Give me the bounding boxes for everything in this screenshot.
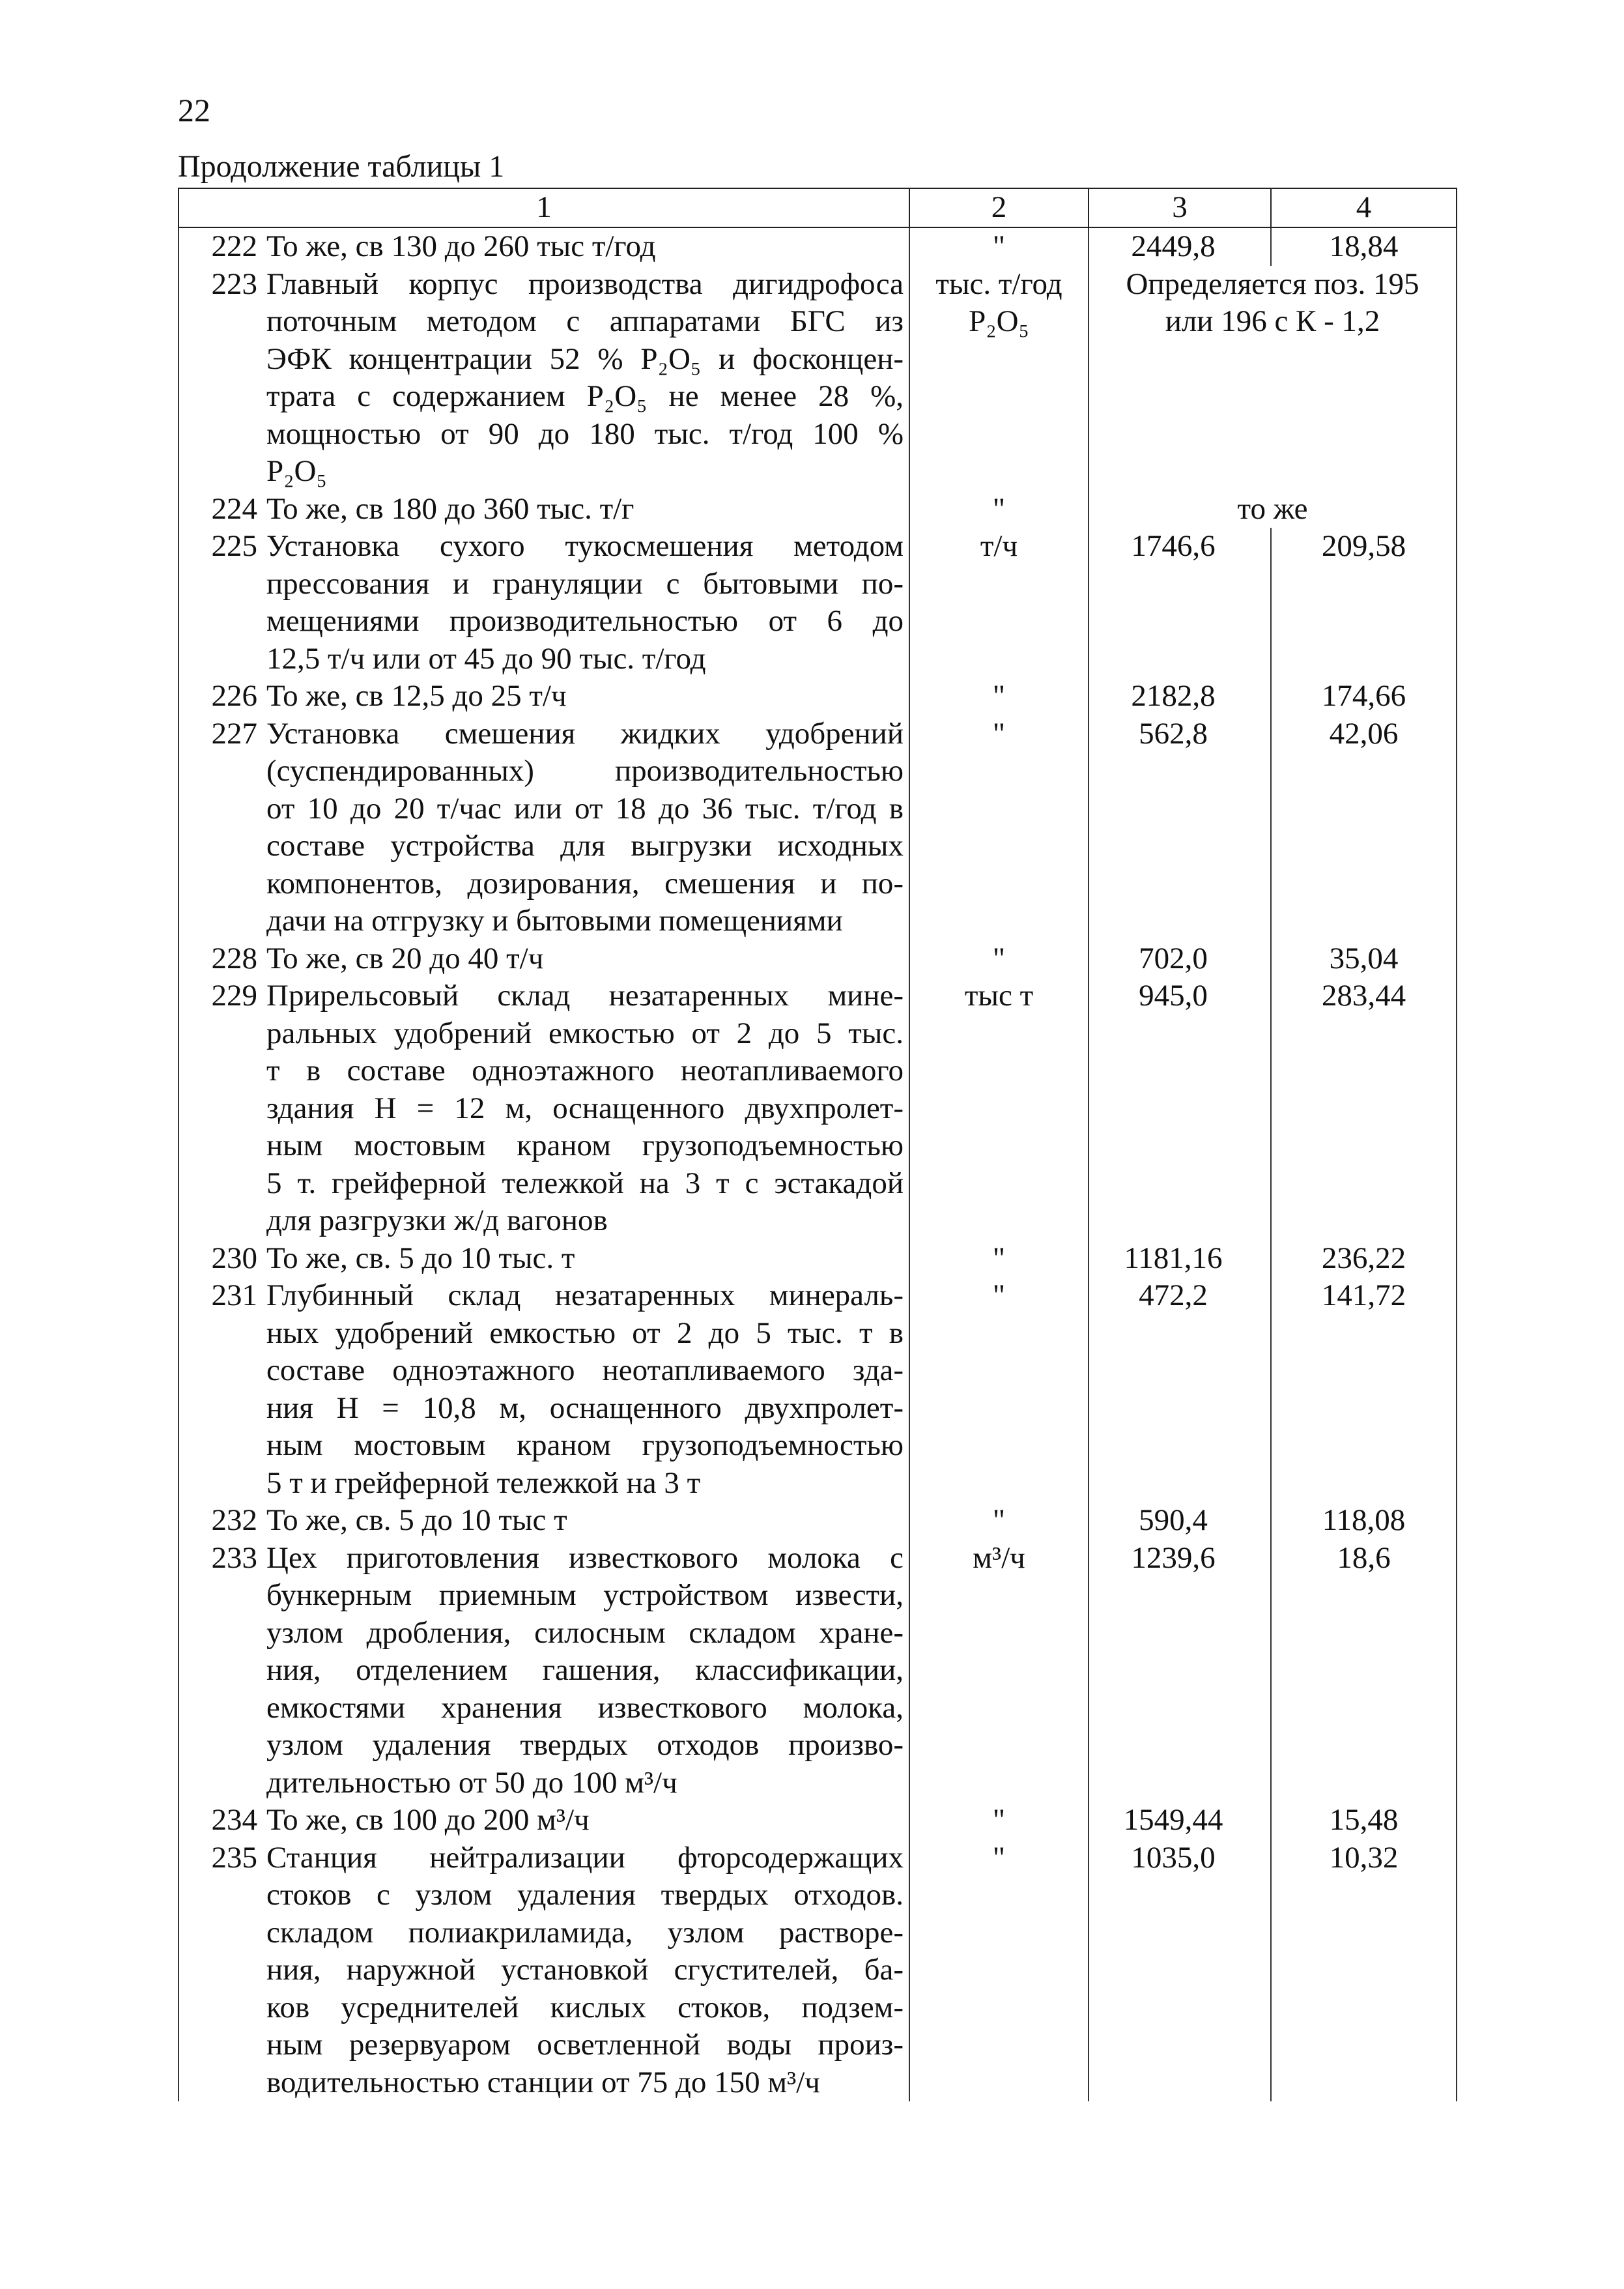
description-line: ным мостовым краном грузоподъемностью [266,1129,904,1162]
unit-line: " [992,491,1006,526]
description-line: ным резервуаром осветленной воды произ- [266,2028,904,2062]
unit-line: " [992,229,1006,263]
table-row [178,528,1457,678]
cell-col3: 590,4 [1089,1502,1271,1540]
description-line: составе устройства для выгрузки исходных [266,829,904,863]
row-number: 226 [211,679,257,713]
description-line: ным мостовым краном грузоподъемностью [266,1428,904,1462]
table-row [178,491,1457,528]
description-line: ральных удобрений емкостью от 2 до 5 тыс. [266,1016,904,1050]
description-line: P₂O₅ [266,454,327,488]
cell-col3: 945,0 [1089,977,1271,1240]
cell-col4: 42,06 [1271,715,1457,940]
header-row [178,188,1457,227]
description-line: То же, св 130 до 260 тыс т/год [266,229,656,263]
row-number: 230 [211,1241,257,1275]
cell-description [178,678,909,715]
cell-unit [909,1540,1089,1802]
cell-description [178,266,909,491]
page-number: 22 [178,92,210,128]
row-number: 235 [211,1840,257,1875]
cell-description [178,1277,909,1502]
table-body [178,227,1457,2101]
table-row [178,715,1457,940]
cell-col3: 1746,6 [1089,528,1271,678]
unit-line: т/ч [980,529,1018,563]
description-line: 12,5 т/ч или от 45 до 90 тыс. т/год [266,641,706,676]
description-line: Прирельсовый склад незатаренных мине- [266,979,904,1013]
cell-col4: 141,72 [1271,1277,1457,1502]
cell-col3: 1549,44 [1089,1802,1271,1839]
description-line: То же, св 12,5 до 25 т/ч [266,679,567,713]
cell-description [178,1839,909,2102]
row-number: 234 [211,1803,257,1837]
description-line: емкостями хранения известкового молока, [266,1690,904,1725]
cell-col3: 2182,8 [1089,678,1271,715]
cell-unit [909,1277,1089,1502]
description-line: складом полиакриламида, узлом растворе- [266,1915,904,1950]
cell-col3: 2449,8 [1089,227,1271,266]
description-line: То же, св 180 до 360 тыс. т/г [266,491,634,526]
unit-line: тыс. т/год [935,266,1062,301]
description-line: узлом удаления твердых отходов произво- [266,1728,904,1762]
row-number: 227 [211,716,257,751]
cell-unit [909,977,1089,1240]
description-line: трата с содержанием P₂O₅ не менее 28 %, [266,379,904,413]
description-line: прессования и грануляции с бытовыми по- [266,566,904,601]
row-number: 223 [211,266,257,301]
description-line: для разгрузки ж/д вагонов [266,1203,608,1237]
description-line: водительностью станции от 75 до 150 м³/ч [266,2065,820,2099]
row-number: 225 [211,529,257,563]
cell-col4: 236,22 [1271,1240,1457,1278]
cell-unit [909,1802,1089,1839]
table-caption: Продолжение таблицы 1 [178,149,505,184]
table-row [178,1802,1457,1839]
cell-unit [909,491,1089,528]
cell-col4: 15,48 [1271,1802,1457,1839]
description-line: 5 т и грейферной тележкой на 3 т [266,1465,701,1500]
cell-col4: 18,6 [1271,1540,1457,1802]
unit-line: " [992,1503,1006,1537]
table-row [178,266,1457,491]
description-line: ния, наружной установкой сгустителей, ба- [266,1953,904,1987]
description-line: от 10 до 20 т/час или от 18 до 36 тыс. т/год в [266,791,904,826]
description-line: здания H = 12 м, оснащенного двухпролет- [266,1091,904,1125]
cell-unit [909,1240,1089,1278]
description-line: дительностью от 50 до 100 м³/ч [266,1765,677,1800]
description-line: То же, св. 5 до 10 тыс т [266,1503,567,1537]
table-row [178,977,1457,1240]
cell-col3: 472,2 [1089,1277,1271,1502]
cell-col4: 10,32 [1271,1839,1457,2102]
cell-description [178,1802,909,1839]
cell-description [178,491,909,528]
cell-col3: 562,8 [1089,715,1271,940]
cell-description [178,715,909,940]
description-line: Глубинный склад незатаренных минераль- [266,1278,904,1312]
cell-col3: 1035,0 [1089,1839,1271,2102]
cell-col4: 118,08 [1271,1502,1457,1540]
description-line: Станция нейтрализации фторсодержащих [266,1840,904,1875]
cell-unit [909,940,1089,978]
unit-line: " [992,1278,1006,1312]
description-line: ния, отделением гашения, классификации, [266,1653,904,1687]
description-line: То же, св 100 до 200 м³/ч [266,1803,590,1837]
header-col-2: 2 [909,188,1089,227]
merged-line: то же [1237,491,1308,526]
description-line: Установка сухого тукосмешения методом [266,529,904,563]
description-line: ния H = 10,8 м, оснащенного двухпролет- [266,1390,904,1425]
table-row [178,227,1457,266]
cell-merged [1089,266,1457,491]
row-number: 231 [211,1278,257,1312]
cell-description [178,1540,909,1802]
row-number: 222 [211,229,257,263]
row-number: 228 [211,941,257,975]
description-line: мощностью от 90 до 180 тыс. т/год 100 % [266,416,904,451]
cell-unit [909,678,1089,715]
row-number: 233 [211,1540,257,1575]
cell-merged [1089,491,1457,528]
description-line: ЭФК концентрации 52 % P₂O₅ и фосконцен- [266,341,904,376]
unit-line: " [992,1840,1006,1875]
cell-col3: 702,0 [1089,940,1271,978]
table-row [178,1277,1457,1502]
header-col-1: 1 [178,188,909,227]
description-line: 5 т. грейферной тележкой на 3 т с эстакадой [266,1166,904,1200]
cell-description [178,1502,909,1540]
unit-line: тыс т [964,979,1034,1013]
cell-col4: 209,58 [1271,528,1457,678]
description-line: мещениями производительностью от 6 до [266,604,904,638]
merged-line: или 196 с К - 1,2 [1165,304,1380,338]
description-line: ных удобрений емкостью от 2 до 5 тыс. т в [266,1316,904,1350]
cell-col4: 18,84 [1271,227,1457,266]
description-line: дачи на отгрузку и бытовыми помещениями [266,904,843,938]
header-col-3: 3 [1089,188,1271,227]
cell-unit [909,227,1089,266]
row-number: 232 [211,1503,257,1537]
cell-col4: 35,04 [1271,940,1457,978]
unit-line: " [992,1803,1006,1837]
description-line: составе одноэтажного неотапливаемого зда- [266,1353,904,1387]
description-line: (суспендированных) производительностью [266,754,904,788]
description-line: бункерным приемным устройством извести, [266,1578,904,1612]
description-line: ков усреднителей кислых стоков, подзем- [266,1990,904,2024]
table-row [178,1540,1457,1802]
table-row [178,1839,1457,2102]
cell-col4: 174,66 [1271,678,1457,715]
unit-line: " [992,716,1006,751]
cell-unit [909,266,1089,491]
table-row [178,940,1457,978]
cell-col4: 283,44 [1271,977,1457,1240]
cell-col3: 1181,16 [1089,1240,1271,1278]
table-row [178,1240,1457,1278]
unit-line: " [992,941,1006,975]
table-row [178,678,1457,715]
unit-line: " [992,1241,1006,1275]
row-number: 224 [211,491,257,526]
cell-col3: 1239,6 [1089,1540,1271,1802]
unit-line: м³/ч [973,1540,1025,1575]
description-line: компонентов, дозирования, смешения и по- [266,866,904,900]
cell-description [178,940,909,978]
description-line: узлом дробления, силосным складом хране- [266,1615,904,1650]
table-row [178,1502,1457,1540]
description-line: стоков с узлом удаления твердых отходов. [266,1878,904,1912]
unit-line: P₂O₅ [969,304,1029,338]
cell-unit [909,528,1089,678]
cell-unit [909,1839,1089,2102]
description-line: Главный корпус производства дигидрофоса [266,266,904,301]
description-line: т в составе одноэтажного неотапливаемого [266,1054,904,1087]
merged-line: Определяется поз. 195 [1126,266,1419,301]
description-line: поточным методом с аппаратами БГС из [266,304,904,338]
data-table [178,188,1457,2101]
description-line: Цех приготовления известкового молока с [266,1540,904,1575]
cell-description [178,977,909,1240]
cell-unit [909,715,1089,940]
cell-description [178,227,909,266]
description-line: То же, св. 5 до 10 тыс. т [266,1241,575,1275]
cell-description [178,1240,909,1278]
unit-line: " [992,679,1006,713]
cell-unit [909,1502,1089,1540]
description-line: Установка смешения жидких удобрений [266,716,904,751]
description-line: То же, св 20 до 40 т/ч [266,941,544,975]
header-col-4: 4 [1271,188,1457,227]
cell-description [178,528,909,678]
row-number: 229 [211,979,257,1013]
